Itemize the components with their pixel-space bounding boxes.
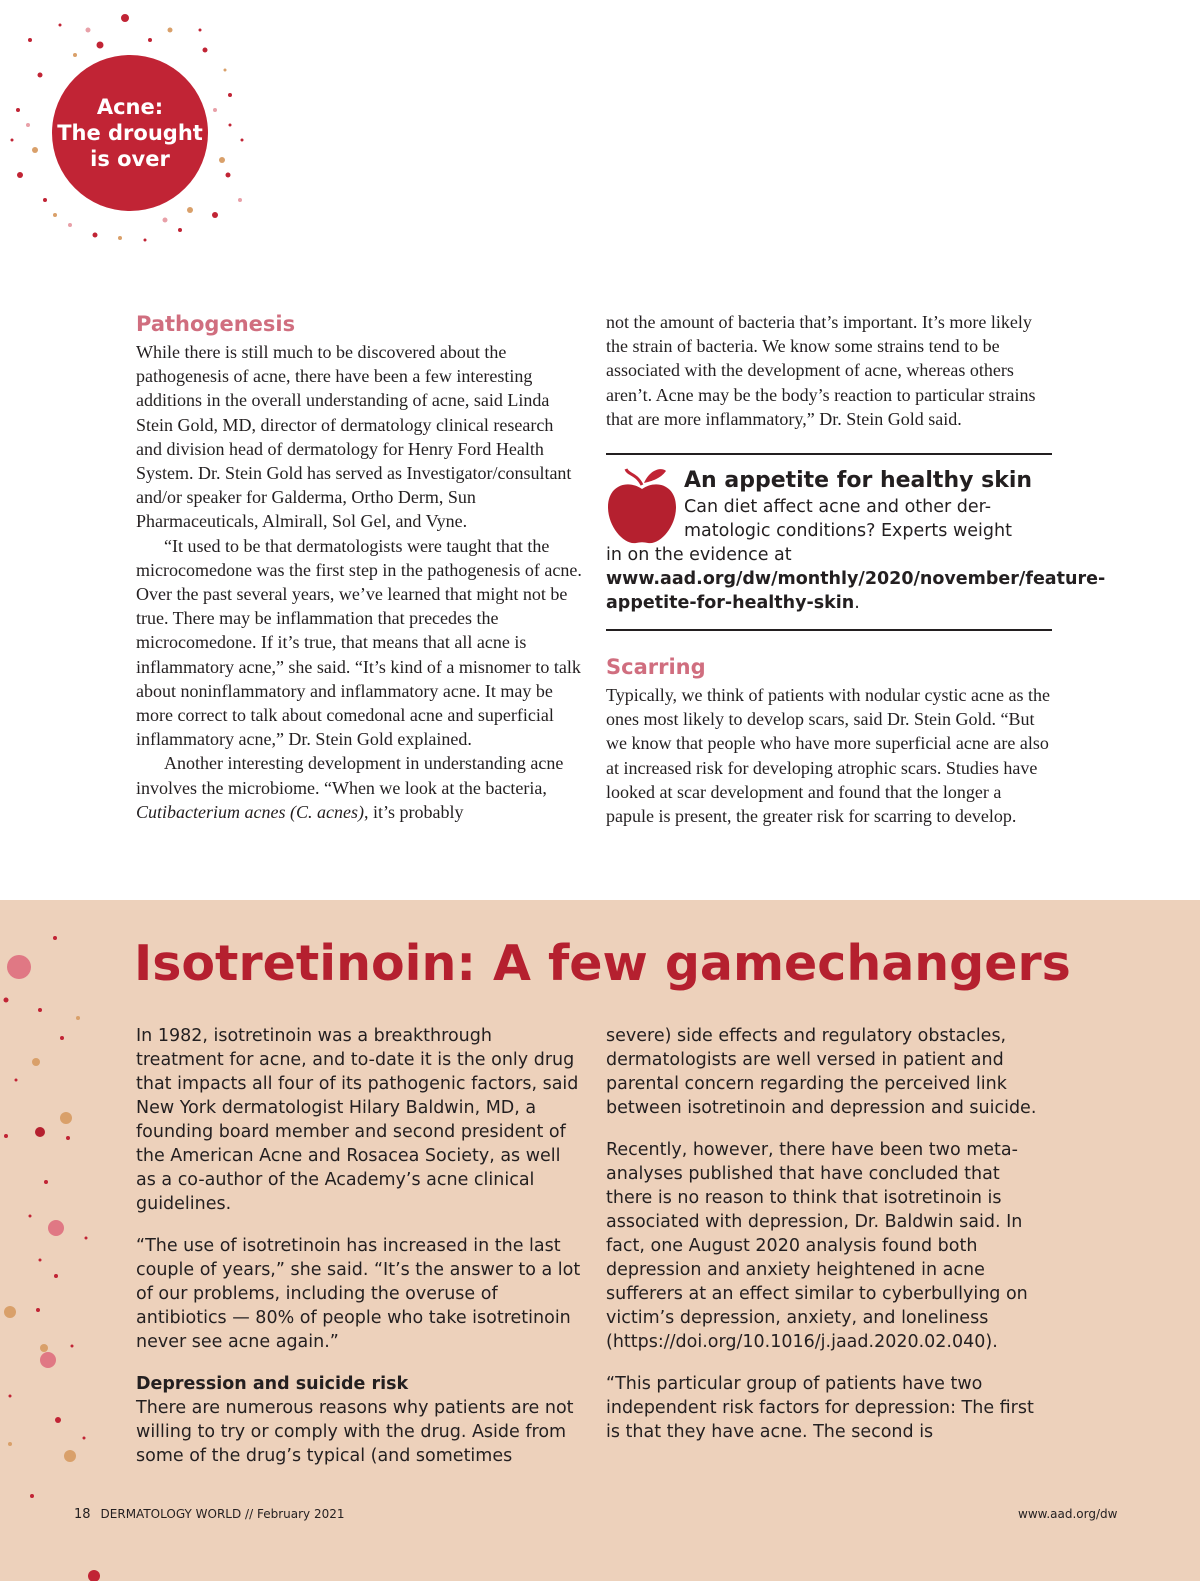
badge-line-2: The drought [57,121,203,145]
header-badge [0,0,260,260]
callout-period: . [854,593,860,614]
pathogenesis-column [136,310,582,824]
badge-line-3: is over [90,147,170,171]
pathogenesis-heading: Pathogenesis [136,312,296,336]
bacteria-name: Cutibacterium acnes (C. acnes) [136,801,364,822]
isotretinoin-paragraph-4: severe) side effects and regulatory obstacles, dermatologists are well versed in patient and parental concern regarding the perceived link between isotretinoin and depression and suicide. [606,1026,1037,1118]
pathogenesis-paragraph-4: not the amount of bacteria that’s important. It’s more likely the strain of bacteria. We know some strains tend to be associated with the development of acne, whereas others aren’t. Acne may be the body’s reaction to particular strains that are more inflammatory,” Dr. Stein Gold said. [606,312,1036,429]
isotretinoin-paragraph-3: There are numerous reasons why patients are not willing to try or comply with the drug. Aside from some of the drug’s typical (and sometimes [136,1398,574,1466]
callout-text-line-1: Can diet affect acne and other der- [684,497,992,518]
isotretinoin-left-column [136,1024,582,1468]
healthy-skin-callout [606,453,1106,631]
isotretinoin-paragraph-2: “The use of isotretinoin has increased in the last couple of years,” she said. “It’s the answer to a lot of our problems, including the overuse of antibiotics — 80% of people who take isotretinoin never see acne again.” [136,1236,581,1352]
apple-icon [606,465,678,545]
isotretinoin-paragraph-1: In 1982, isotretinoin was a breakthrough treatment for acne, and to-date it is the only drug that impacts all four of its pathogenic factors, said New York dermatologist Hilary Baldwin, MD, a founding board member and second president of the American Acne and Rosacea Society, as well as a co-author of the Academy’s acne clinical guidelines. [136,1026,579,1214]
scarring-paragraph-1: Typically, we think of patients with nodular cystic acne as the ones most likely to develop scars, said Dr. Stein Gold. “But we know that people who have more superficial acne are also at increased risk for developing atrophic scars. Studies have looked at scar development and found that the longer a papule is present, the greater risk for scarring to develop. [606,685,1050,827]
callout-text-line-2: matologic conditions? Experts weight [684,521,1012,542]
depression-subheading: Depression and suicide risk [136,1374,409,1394]
section-badge [52,55,208,211]
isotretinoin-title: Isotretinoin: A few gamechangers [134,935,1071,992]
pathogenesis-paragraph-3 [136,751,582,824]
callout-title: An appetite for healthy skin [684,468,1033,494]
pathogenesis-paragraph-2: “It used to be that dermatologists were taught that the microcomedone was the first step in the pathogenesis of acne. Over the past several years, we’ve learned that might not be true. There may be inflammation that precedes the microcomedone. If it’s true, that means that all acne is inflammatory acne,” she said. “It’s kind of a misnomer to talk about noninflammatory and inflammatory acne. It may be more correct to talk about comedonal acne and superficial inflammatory acne,” Dr. Stein Gold explained. [136,535,582,750]
page-number: 18 [74,1507,91,1522]
pathogenesis-paragraph-3-end: , it’s probably [363,801,464,822]
footer-publication [74,1507,344,1522]
callout-text-line-3: in on the evidence at [606,545,792,566]
isotretinoin-paragraph-6: “This particular group of patients have two independent risk factors for depression: The first is that they have acne. The second is [606,1374,1034,1442]
footer-url[interactable]: www.aad.org/dw [1018,1507,1118,1521]
pathogenesis-paragraph-3-start: Another interesting development in understanding acne involves the microbiome. “When we look at the bacteria, [136,753,564,798]
scarring-heading: Scarring [606,655,706,680]
pathogenesis-paragraph-1: While there is still much to be discovered about the pathogenesis of acne, there have been a few interesting additions in the overall understanding of acne, said Linda Stein Gold, MD, director of dermatology clinical research and division head of dermatology for Henry Ford Health System. Dr. Stein Gold has served as Investigator/consultant and/or speaker for Galderma, Ortho Derm, Sun Pharmaceuticals, Almirall, Sol Gel, and Vyne. [136,342,572,532]
pathogenesis-continued-column [606,310,1106,828]
callout-link[interactable]: www.aad.org/dw/monthly/2020/november/feature-appetite-for-healthy-skin [606,569,1106,614]
publication-name: DERMATOLOGY WORLD // February 2021 [100,1507,345,1521]
badge-line-1: Acne: [96,95,164,119]
isotretinoin-right-column [606,1024,1046,1444]
band-dots-decoration [0,900,120,1581]
isotretinoin-paragraph-5: Recently, however, there have been two meta-analyses published that have concluded that there is no reason to think that isotretinoin is associated with depression, Dr. Baldwin said. In fact, one August 2020 analysis found both depression and anxiety heightened in acne sufferers at an effect similar to cyberbullying on victim’s depression, anxiety, and loneliness (https://doi.org/10.1016/j.jaad.2020.02.040). [606,1140,1028,1352]
